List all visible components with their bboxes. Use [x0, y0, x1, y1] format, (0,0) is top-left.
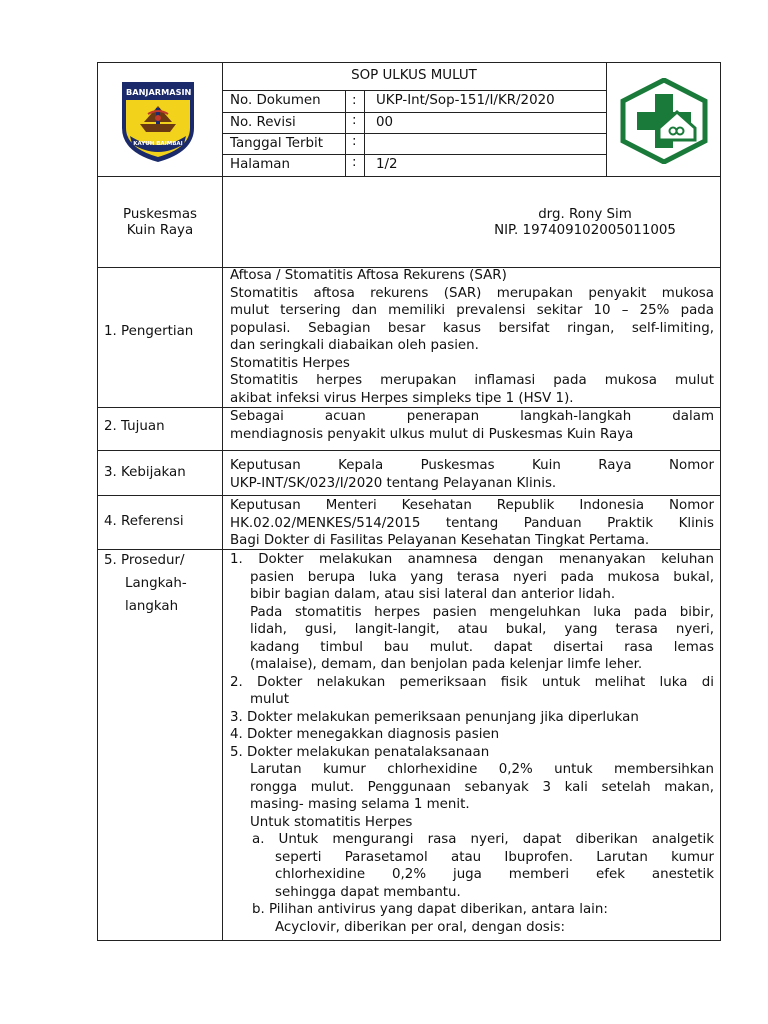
section-label-prosedur: 5. Prosedur/ [104, 553, 185, 568]
field-value: UKP-Int/Sop-151/I/KR/2020 [376, 93, 555, 108]
text-line: (malaise), demam, dan benjolan pada kelenjar limfe leher. [250, 657, 643, 672]
list-item: 1. Dokter melakukan anamnesa dengan menanyakan keluhan [230, 552, 714, 567]
text-line: mulut [250, 692, 289, 707]
text-line: bibir bagian dalam, atau sisi lateral dan anterior lidah. [250, 587, 616, 602]
text-line: UKP-INT/SK/023/I/2020 tentang Pelayanan Klinis. [230, 475, 557, 491]
section-label-referensi: 4. Referensi [104, 514, 184, 529]
text-line: mendiagnosis penyakit ulkus mulut di Puskesmas Kuin Raya [230, 426, 634, 442]
text-line: Aftosa / Stomatitis Aftosa Rekurens (SAR) [230, 268, 507, 283]
text-line: Bagi Dokter di Fasilitas Pelayanan Kesehatan Tingkat Pertama. [230, 533, 650, 548]
logo-text-bottom: KAYUH BAIMBAI [133, 141, 183, 147]
text-line: Untuk stomatitis Herpes [250, 814, 413, 830]
list-item: b. Pilihan antivirus yang dapat diberikan, antara lain: [252, 902, 608, 917]
text-line: Pada stomatitis herpes pasien mengeluhkan luka pada bibir, [250, 604, 714, 620]
text-line: Keputusan Menteri Kesehatan Republik Indonesia Nomor [230, 498, 714, 513]
kebijakan-body [230, 457, 714, 492]
puskesmas-logo [619, 78, 709, 164]
prosedur-body [230, 551, 714, 936]
field-separator: : [352, 113, 357, 128]
signer-nip: NIP. 197409102005011005 [494, 223, 676, 238]
text-line: akibat infeksi virus Herpes simpleks tipe 1 (HSV 1). [230, 390, 574, 406]
text-line: HK.02.02/MENKES/514/2015 tentang Panduan Praktik Klinis [230, 515, 714, 531]
field-value: 00 [376, 115, 394, 130]
tujuan-body [230, 408, 714, 443]
text-line: kadang timbul bau mulut. dapat disertai rasa lemas [250, 639, 714, 655]
signer-name: drg. Rony Sim [538, 207, 632, 222]
text-line: chlorhexidine 0,2% juga memberi efek anestetik [275, 867, 714, 882]
field-label: Tanggal Terbit [230, 136, 323, 151]
section-label-tujuan: 2. Tujuan [104, 419, 165, 434]
org-name-line2: Kuin Raya [126, 223, 194, 238]
section-label-pengertian: 1. Pengertian [104, 324, 194, 339]
section-label-kebijakan: 3. Kebijakan [104, 465, 186, 480]
list-item: 2. Dokter nelakukan pemeriksaan fisik untuk melihat luka di [230, 674, 714, 690]
field-label: Halaman [230, 157, 290, 172]
field-value: 1/2 [376, 157, 398, 172]
banjarmasin-logo [118, 78, 198, 164]
text-line: lidah, gusi, langit-langit, atau bukal, yang terasa nyeri, [250, 622, 714, 637]
text-line: Keputusan Kepala Puskesmas Kuin Raya Nomor [230, 458, 714, 473]
org-name-line1: Puskesmas [122, 207, 198, 222]
text-line: Acyclovir, diberikan per oral, dengan dosis: [275, 919, 565, 935]
section-label-langkah: Langkah- [125, 576, 187, 591]
logo-text-top: BANJARMASIN [126, 87, 192, 97]
text-line: Stomatitis herpes merupakan inflamasi pada mukosa mulut [230, 373, 714, 388]
text-line: rongga mulut. Penggunaan sebanyak 3 kali setelah makan, [250, 779, 714, 795]
pengertian-body [230, 267, 714, 407]
text-line: dan seringkali diabaikan oleh pasien. [230, 338, 479, 353]
text-line: Larutan kumur chlorhexidine 0,2% untuk membersihkan [250, 762, 714, 777]
text-line: Stomatitis Herpes [230, 355, 350, 371]
text-line: Sebagai acuan penerapan langkah-langkah dalam [230, 409, 714, 424]
field-label: No. Revisi [230, 115, 296, 130]
list-item: 4. Dokter menegakkan diagnosis pasien [230, 727, 500, 742]
field-separator: : [352, 93, 357, 108]
list-item: 5. Dokter melakukan penatalaksanaan [230, 744, 490, 760]
text-line: sehingga dapat membantu. [275, 884, 461, 900]
document-title: SOP ULKUS MULUT [351, 68, 477, 83]
text-line: seperti Parasetamol atau Ibuprofen. Larutan kumur [275, 849, 714, 865]
text-line: Stomatitis aftosa rekurens (SAR) merupakan penyakit mukosa [230, 285, 714, 301]
referensi-body [230, 497, 714, 550]
text-line: mulut tersering dan memiliki prevalensi sekitar 10 – 25% pada [230, 303, 714, 318]
field-label: No. Dokumen [230, 93, 321, 108]
field-separator: : [352, 134, 357, 149]
text-line: masing- masing selama 1 menit. [250, 797, 470, 812]
text-line: pasien berupa luka yang terasa nyeri pada mukosa bukal, [250, 569, 714, 585]
section-label-langkah-2: langkah [125, 599, 179, 614]
field-separator: : [352, 155, 357, 170]
text-line: populasi. Sebagian besar kasus bersifat ringan, self-limiting, [230, 320, 714, 336]
list-item: 3. Dokter melakukan pemeriksaan penunjang jika diperlukan [230, 709, 639, 725]
list-item: a. Untuk mengurangi rasa nyeri, dapat diberikan analgetik [252, 832, 714, 847]
